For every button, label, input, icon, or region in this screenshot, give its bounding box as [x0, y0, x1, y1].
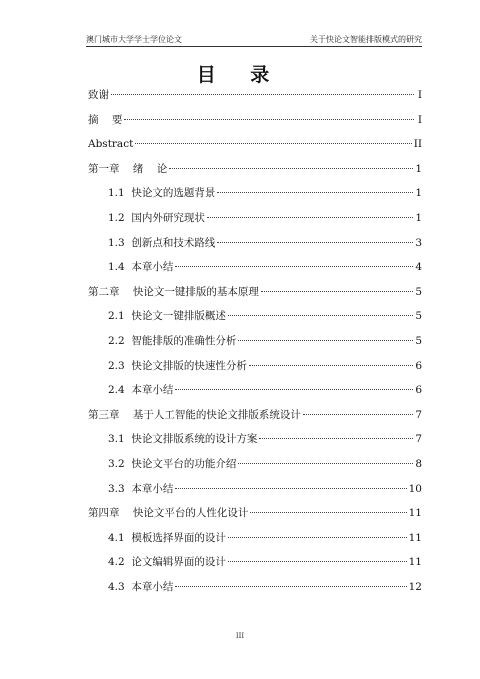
toc-leader-dots — [303, 414, 413, 415]
toc-entry[interactable] — [88, 555, 422, 580]
toc-entry-label: 4.3 本章小结 — [108, 580, 174, 593]
toc-entry-page: 1 — [415, 162, 422, 175]
toc-entry-label: 1.1 快论文的选题背景 — [108, 187, 216, 200]
toc-entry-label: 2.1 快论文一键排版概述 — [108, 310, 226, 323]
toc-entry-page: 6 — [415, 359, 422, 372]
toc-entry[interactable] — [88, 432, 422, 457]
toc-leader-dots — [259, 438, 413, 439]
toc-leader-dots — [175, 389, 413, 390]
toc-leader-dots — [175, 586, 406, 587]
toc-entry-label: 3.2 快论文平台的功能介绍 — [108, 457, 237, 470]
toc-entry-page: 5 — [415, 310, 422, 323]
toc-entry[interactable] — [88, 457, 422, 482]
toc-leader-dots — [261, 291, 413, 292]
toc-leader-dots — [175, 488, 406, 489]
toc-entry-page: 11 — [408, 507, 422, 520]
toc-entry-page: 12 — [408, 580, 422, 593]
header-left-text: 澳门城市大学学士学位论文 — [86, 35, 182, 44]
toc-entry-label: 致谢 — [88, 89, 109, 101]
toc-entry-page: 1 — [415, 187, 422, 200]
toc-entry-label: 2.4 本章小结 — [108, 384, 174, 397]
toc-entry-page: I — [417, 113, 422, 126]
header-rule — [86, 46, 422, 47]
toc-leader-dots — [217, 192, 413, 193]
toc-entry-page: 3 — [415, 236, 422, 249]
toc-entry-label: Abstract — [88, 138, 134, 151]
toc-entry-label: 第一章 绪 论 — [88, 162, 168, 175]
toc-entry-page: 11 — [408, 556, 422, 569]
toc-leader-dots — [228, 315, 413, 316]
toc-entry[interactable] — [88, 383, 422, 408]
toc-leader-dots — [250, 512, 406, 513]
toc-entry-page: 7 — [415, 408, 422, 421]
toc-leader-dots — [249, 365, 413, 366]
toc-entry[interactable] — [88, 211, 422, 236]
toc-entry[interactable] — [88, 285, 422, 310]
toc-entry-page: 8 — [415, 457, 422, 470]
toc-entry[interactable] — [88, 88, 422, 113]
toc-entry-label: 第四章 快论文平台的人性化设计 — [88, 507, 249, 520]
toc-entry-label: 2.2 智能排版的准确性分析 — [108, 334, 237, 347]
toc-leader-dots — [111, 94, 414, 95]
toc-entry[interactable] — [88, 531, 422, 556]
toc-entry-label: 1.4 本章小结 — [108, 261, 174, 274]
toc-entry[interactable] — [88, 186, 422, 211]
toc-entry[interactable] — [88, 137, 422, 162]
toc-entry[interactable] — [88, 113, 422, 138]
toc-entry[interactable] — [88, 482, 422, 507]
toc-entry-page: 6 — [415, 384, 422, 397]
toc-entry[interactable] — [88, 506, 422, 531]
toc-entry[interactable] — [88, 309, 422, 334]
toc-leader-dots — [169, 168, 413, 169]
toc-leader-dots — [124, 119, 414, 120]
toc-entry-label: 1.3 创新点和技术路线 — [108, 236, 216, 249]
table-of-contents — [88, 88, 422, 604]
toc-entry-label: 3.3 本章小结 — [108, 482, 174, 495]
toc-entry-page: I — [417, 89, 422, 101]
toc-leader-dots — [238, 340, 413, 341]
toc-entry-page: II — [413, 138, 422, 151]
toc-entry-label: 1.2 国内外研究现状 — [108, 211, 205, 224]
toc-entry-label: 摘 要 — [88, 113, 123, 126]
toc-leader-dots — [175, 266, 413, 267]
toc-leader-dots — [207, 217, 413, 218]
toc-entry[interactable] — [88, 236, 422, 261]
toc-leader-dots — [135, 143, 411, 144]
toc-entry-page: 4 — [415, 261, 422, 274]
page-header — [86, 34, 422, 45]
toc-leader-dots — [238, 463, 413, 464]
toc-entry[interactable] — [88, 408, 422, 433]
toc-entry-page: 1 — [415, 211, 422, 224]
toc-entry-label: 4.2 论文编辑界面的设计 — [108, 556, 226, 569]
toc-entry[interactable] — [88, 162, 422, 187]
toc-entry-page: 7 — [415, 433, 422, 446]
toc-leader-dots — [228, 561, 407, 562]
toc-leader-dots — [228, 537, 407, 538]
toc-entry-label: 4.1 模板选择界面的设计 — [108, 531, 226, 544]
toc-entry-page: 11 — [408, 531, 422, 544]
toc-entry-page: 10 — [408, 482, 422, 495]
toc-entry[interactable] — [88, 260, 422, 285]
header-right-text: 关于快论文智能排版模式的研究 — [310, 35, 422, 44]
toc-entry[interactable] — [88, 334, 422, 359]
toc-entry-page: 5 — [415, 285, 422, 298]
toc-entry[interactable] — [88, 580, 422, 605]
toc-entry-label: 3.1 快论文排版系统的设计方案 — [108, 433, 258, 446]
toc-entry-label: 2.3 快论文排版的快速性分析 — [108, 359, 247, 372]
toc-entry-page: 5 — [415, 334, 422, 347]
toc-leader-dots — [217, 242, 413, 243]
page-number: III — [235, 632, 245, 640]
toc-title: 目 录 — [196, 64, 284, 86]
toc-entry[interactable] — [88, 359, 422, 384]
toc-entry-label: 第二章 快论文一键排版的基本原理 — [88, 285, 259, 298]
toc-entry-label: 第三章 基于人工智能的快论文排版系统设计 — [88, 408, 301, 421]
